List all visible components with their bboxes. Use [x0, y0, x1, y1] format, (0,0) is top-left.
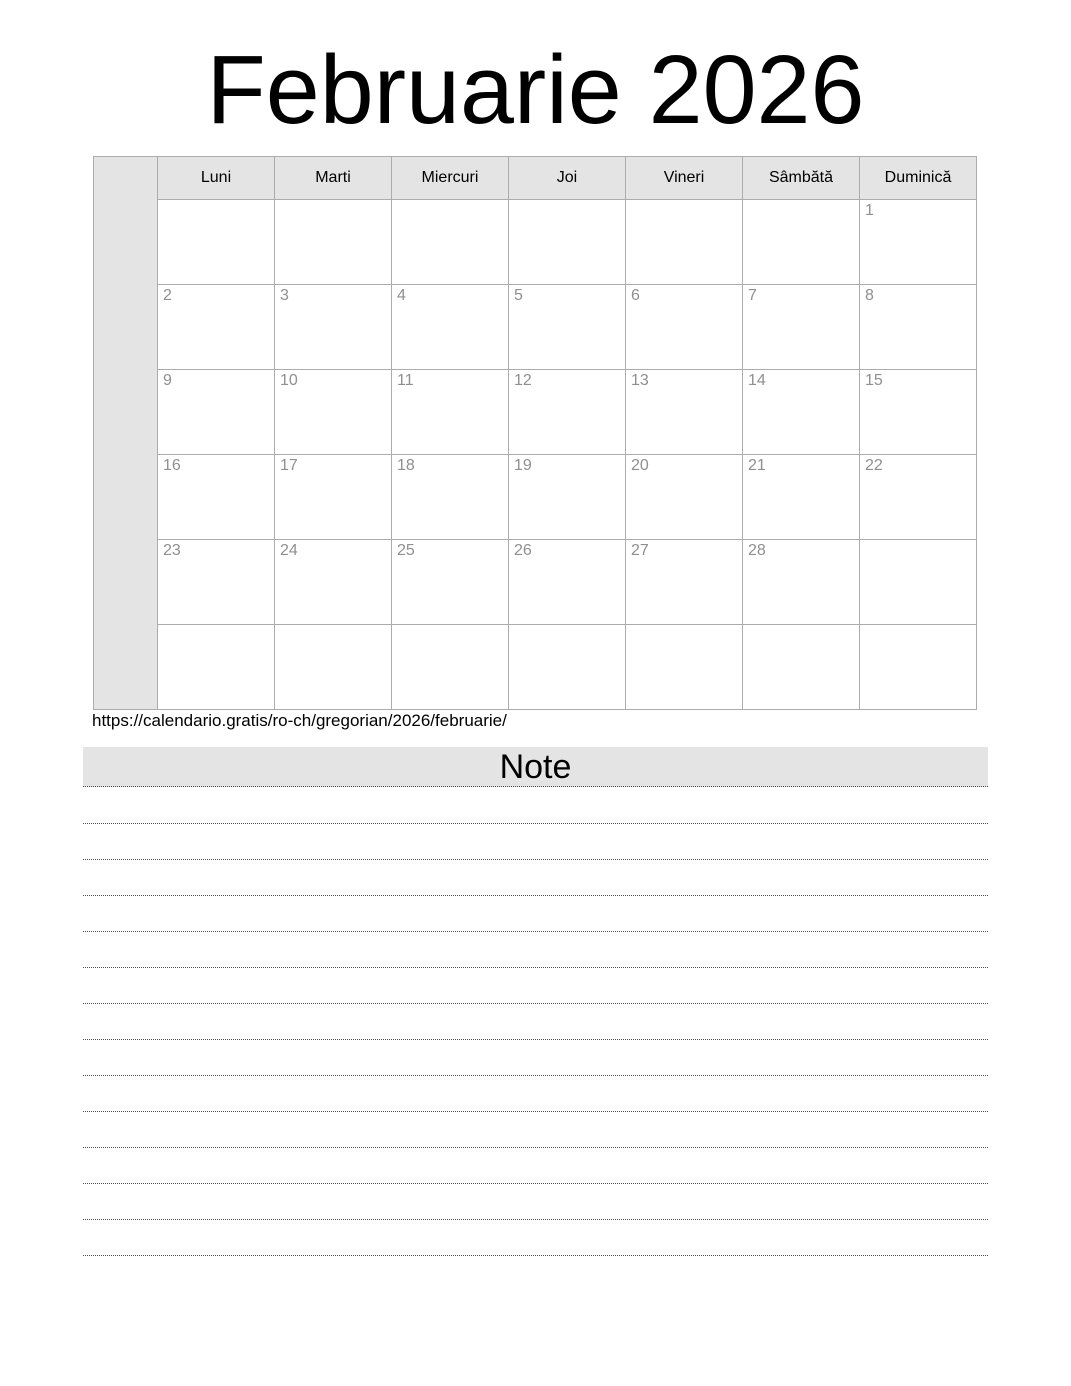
weekday-header-sambata: Sâmbătă [743, 157, 860, 200]
note-line [83, 824, 988, 860]
note-line [83, 896, 988, 932]
day-cell [860, 200, 977, 285]
day-cell [275, 455, 392, 540]
day-cell [275, 285, 392, 370]
day-cell [392, 285, 509, 370]
day-number: 4 [397, 287, 406, 304]
day-number [860, 540, 976, 542]
day-number [626, 200, 742, 202]
day-cell [158, 200, 275, 285]
day-cell [626, 625, 743, 710]
day-number: 12 [514, 372, 532, 389]
day-cell [509, 285, 626, 370]
calendar-week-row [94, 285, 977, 370]
weekday-header-joi: Joi [509, 157, 626, 200]
day-number: 15 [865, 372, 883, 389]
calendar-week-row [94, 455, 977, 540]
day-cell [392, 200, 509, 285]
calendar-week-row [94, 200, 977, 285]
day-number [743, 200, 859, 202]
day-number: 20 [631, 457, 649, 474]
weekday-header-marti: Marti [275, 157, 392, 200]
day-cell [509, 370, 626, 455]
note-line [83, 1148, 988, 1184]
day-number: 22 [865, 457, 883, 474]
note-line [83, 860, 988, 896]
day-number [158, 625, 274, 627]
day-number: 23 [163, 542, 181, 559]
day-number [626, 625, 742, 627]
day-cell [158, 455, 275, 540]
day-cell [626, 540, 743, 625]
day-cell [626, 200, 743, 285]
day-cell [743, 455, 860, 540]
day-cell [626, 285, 743, 370]
day-cell [860, 625, 977, 710]
note-lines [83, 788, 988, 1256]
weekday-header-vineri: Vineri [626, 157, 743, 200]
note-line [83, 968, 988, 1004]
day-number: 9 [163, 372, 172, 389]
day-number: 10 [280, 372, 298, 389]
day-cell [626, 455, 743, 540]
day-number [392, 200, 508, 202]
weekday-header-duminica: Duminică [860, 157, 977, 200]
day-number [743, 625, 859, 627]
day-number [509, 200, 625, 202]
week-number-gutter [94, 157, 158, 710]
day-number [158, 200, 274, 202]
day-number [275, 200, 391, 202]
day-cell [158, 625, 275, 710]
weekday-header-luni: Luni [158, 157, 275, 200]
day-number: 8 [865, 287, 874, 304]
day-number: 6 [631, 287, 640, 304]
day-cell [743, 625, 860, 710]
note-line [83, 1220, 988, 1256]
day-number: 13 [631, 372, 649, 389]
day-cell [158, 370, 275, 455]
day-number: 3 [280, 287, 289, 304]
day-number: 28 [748, 542, 766, 559]
day-number [860, 625, 976, 627]
day-number: 24 [280, 542, 298, 559]
day-number: 25 [397, 542, 415, 559]
day-cell [509, 540, 626, 625]
page-title: Februarie 2026 [206, 35, 865, 144]
day-cell [158, 540, 275, 625]
calendar-week-row [94, 370, 977, 455]
day-cell [158, 285, 275, 370]
day-cell [509, 625, 626, 710]
day-cell [860, 455, 977, 540]
note-line [83, 788, 988, 824]
day-number: 17 [280, 457, 298, 474]
calendar-table [93, 156, 977, 710]
note-line [83, 932, 988, 968]
day-number: 7 [748, 287, 757, 304]
source-url: https://calendario.gratis/ro-ch/gregorian/2026/februarie/ [92, 711, 507, 730]
day-cell [275, 540, 392, 625]
day-number: 19 [514, 457, 532, 474]
day-number: 5 [514, 287, 523, 304]
day-cell [626, 370, 743, 455]
calendar-week-row [94, 625, 977, 710]
day-cell [275, 370, 392, 455]
day-cell [743, 540, 860, 625]
day-cell [509, 200, 626, 285]
day-cell [743, 370, 860, 455]
day-number: 21 [748, 457, 766, 474]
day-number [509, 625, 625, 627]
note-line [83, 1184, 988, 1220]
day-cell [743, 285, 860, 370]
day-cell [860, 370, 977, 455]
day-number: 14 [748, 372, 766, 389]
day-cell [743, 200, 860, 285]
day-number: 1 [865, 202, 874, 219]
weekday-header-miercuri: Miercuri [392, 157, 509, 200]
weekday-header-row [94, 157, 977, 200]
day-number: 27 [631, 542, 649, 559]
day-number [275, 625, 391, 627]
day-number: 16 [163, 457, 181, 474]
note-line [83, 1004, 988, 1040]
day-cell [860, 285, 977, 370]
day-cell [509, 455, 626, 540]
day-cell [392, 625, 509, 710]
notes-heading: Note [83, 747, 988, 787]
day-number: 26 [514, 542, 532, 559]
calendar-week-row [94, 540, 977, 625]
note-line [83, 1040, 988, 1076]
note-line [83, 1076, 988, 1112]
day-cell [275, 200, 392, 285]
day-cell [392, 455, 509, 540]
day-cell [392, 540, 509, 625]
day-number: 2 [163, 287, 172, 304]
note-line [83, 1112, 988, 1148]
day-number [392, 625, 508, 627]
day-cell [392, 370, 509, 455]
day-cell [860, 540, 977, 625]
day-number: 11 [397, 372, 414, 389]
day-cell [275, 625, 392, 710]
day-number: 18 [397, 457, 415, 474]
